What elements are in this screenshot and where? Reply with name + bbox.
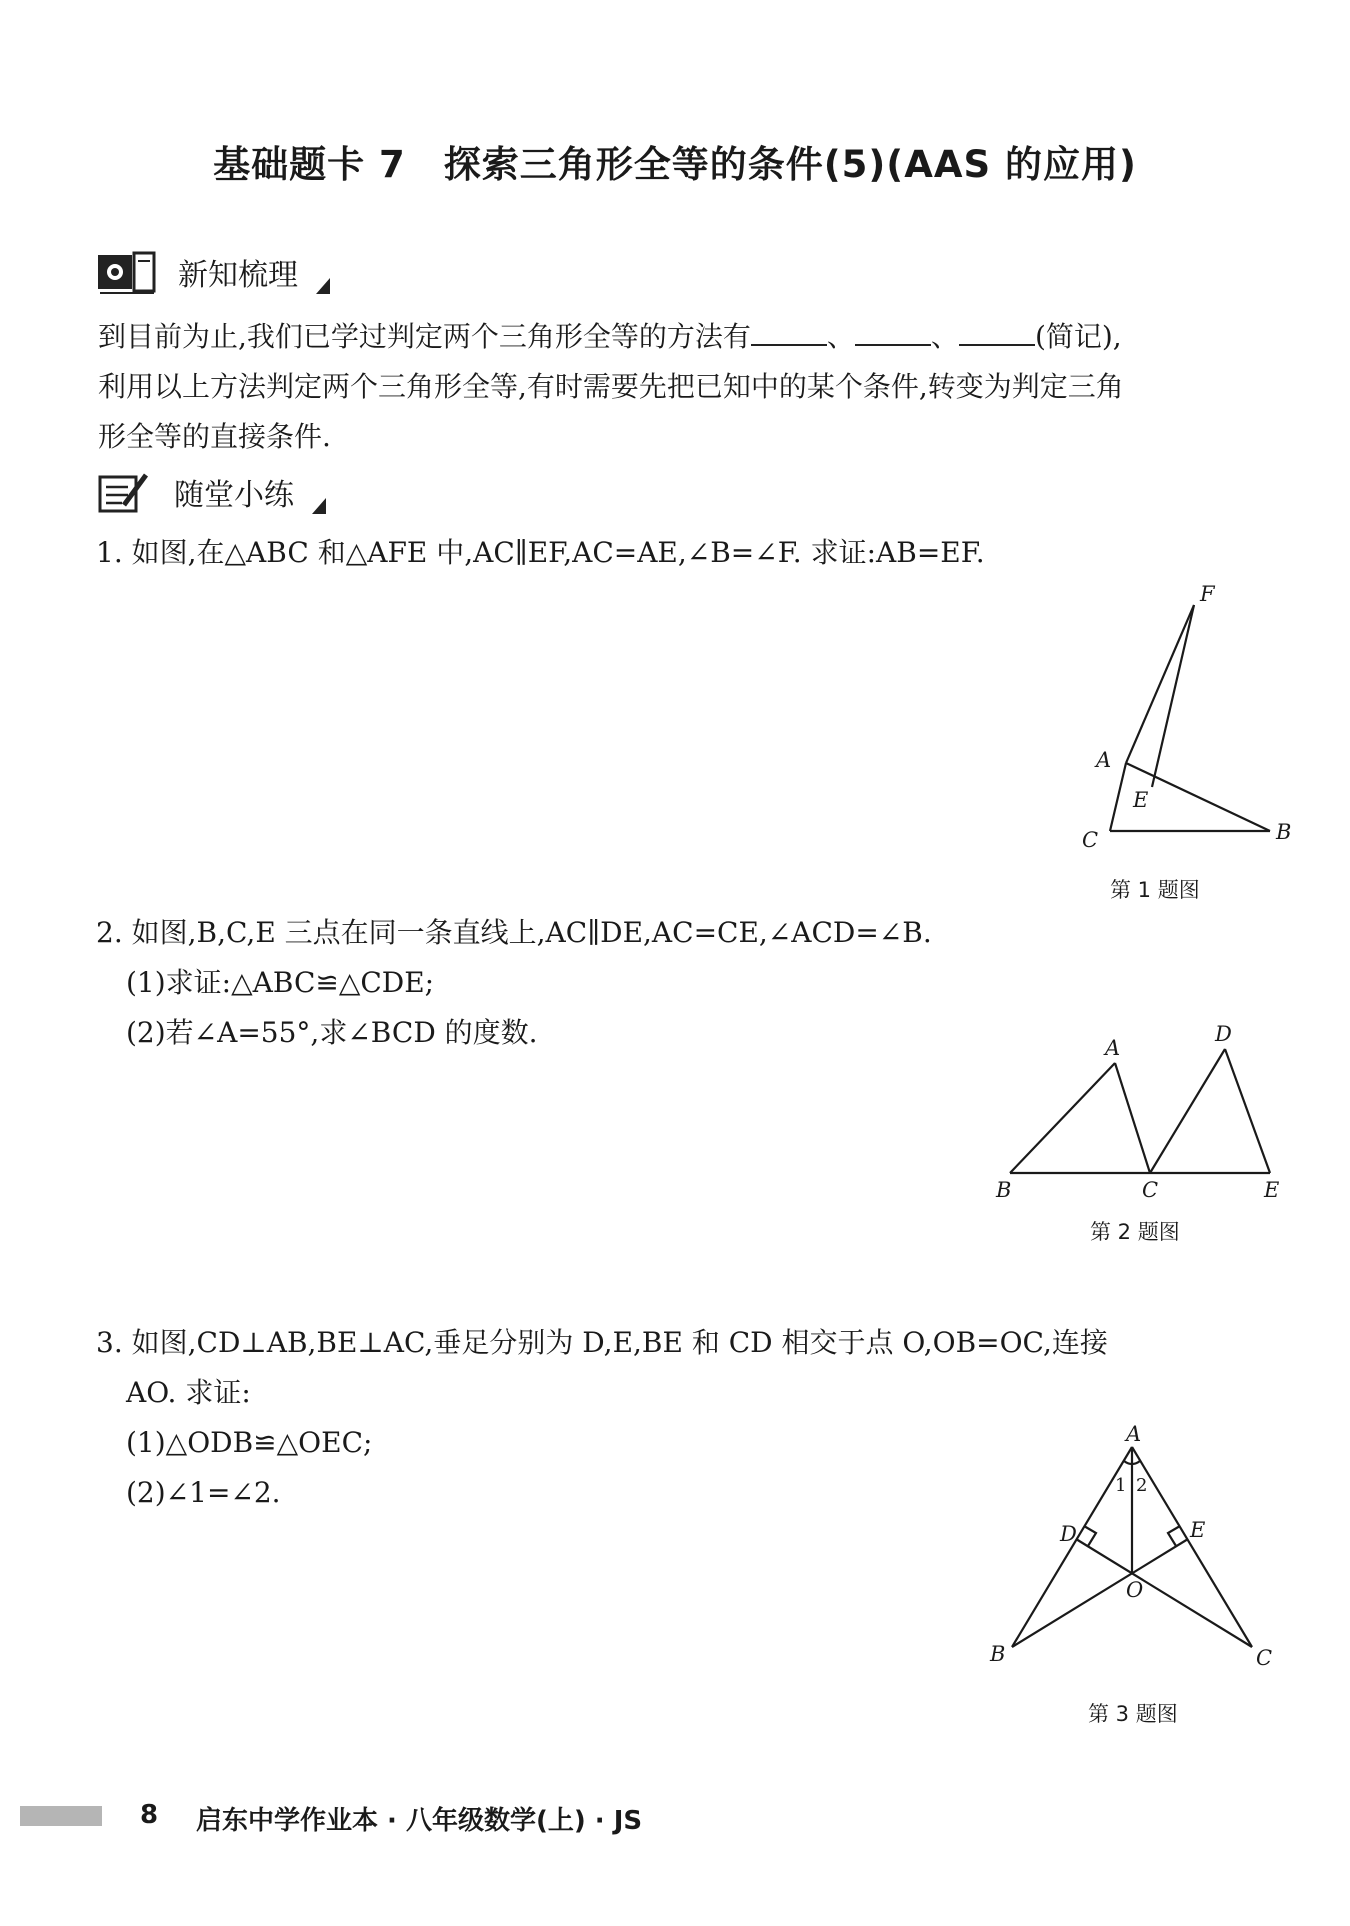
intro-line-1: 到目前为止,我们已学过判定两个三角形全等的方法有 、 、 (简记), <box>98 312 1122 362</box>
pencil-note-icon <box>96 469 152 515</box>
figure-3-caption: 第 3 题图 <box>1088 1702 1178 1726</box>
book-title: 启东中学作业本 · 八年级数学(上) · JS <box>196 1806 643 1836</box>
label-D: D <box>1060 1522 1077 1546</box>
figure-3 <box>980 1425 1280 1675</box>
intro-line-3: 形全等的直接条件. <box>98 420 331 453</box>
section-header-practice <box>96 466 326 518</box>
question-3-text-line-2: AO. 求证: <box>126 1376 251 1409</box>
page-footer <box>0 1796 1350 1836</box>
section-label: 新知梳理 <box>178 258 298 293</box>
figure-2 <box>990 1015 1290 1210</box>
question-3-part-1: (1)△ODB≌△OEC; <box>126 1426 373 1459</box>
section-header-new-knowledge <box>96 246 330 298</box>
notebook-icon <box>96 249 156 295</box>
answer-blank-2[interactable] <box>855 314 931 346</box>
question-2-text: 2. 如图,B,C,E 三点在同一条直线上,AC∥DE,AC=CE,∠ACD=∠B. <box>96 916 932 949</box>
label-O: O <box>1126 1578 1144 1602</box>
label-F: F <box>1200 582 1215 606</box>
figure-1-caption: 第 1 题图 <box>1110 878 1200 902</box>
intro-line-2: 利用以上方法判定两个三角形全等,有时需要先把已知中的某个条件,转变为判定三角 <box>98 370 1124 403</box>
footer-bar <box>20 1806 102 1826</box>
label-A: A <box>1105 1036 1121 1060</box>
label-angle-1: 1 <box>1115 1475 1127 1496</box>
section-arrow-icon <box>312 498 326 514</box>
question-2-part-2: (2)若∠A=55°,求∠BCD 的度数. <box>126 1016 538 1049</box>
label-B: B <box>990 1642 1006 1666</box>
label-B: B <box>996 1178 1012 1202</box>
label-C: C <box>1142 1178 1159 1202</box>
label-E: E <box>1264 1178 1280 1202</box>
question-1-text: 1. 如图,在△ABC 和△AFE 中,AC∥EF,AC=AE,∠B=∠F. 求证:AB=EF. <box>96 536 985 569</box>
section-label: 随堂小练 <box>174 478 294 513</box>
page-number: 8 <box>140 1800 159 1830</box>
label-E: E <box>1133 788 1149 812</box>
page-title: 基础题卡 7 探索三角形全等的条件(5)(AAS 的应用) <box>213 143 1137 186</box>
label-angle-2: 2 <box>1136 1475 1148 1496</box>
answer-blank-1[interactable] <box>751 314 827 346</box>
answer-blank-3[interactable] <box>959 314 1035 346</box>
label-C: C <box>1082 828 1099 852</box>
section-arrow-icon <box>316 278 330 294</box>
question-3-part-2: (2)∠1=∠2. <box>126 1476 281 1509</box>
question-2-part-1: (1)求证:△ABC≌△CDE; <box>126 966 435 999</box>
figure-2-caption: 第 2 题图 <box>1090 1220 1180 1244</box>
label-D: D <box>1215 1022 1232 1046</box>
label-B: B <box>1276 820 1292 844</box>
label-A: A <box>1126 1425 1142 1446</box>
figure-1 <box>1030 575 1300 855</box>
label-A: A <box>1096 748 1112 772</box>
label-C: C <box>1256 1646 1273 1670</box>
label-E: E <box>1190 1518 1206 1542</box>
question-3-text-line-1: 3. 如图,CD⊥AB,BE⊥AC,垂足分别为 D,E,BE 和 CD 相交于点 O,OB=OC,连接 <box>96 1326 1108 1359</box>
